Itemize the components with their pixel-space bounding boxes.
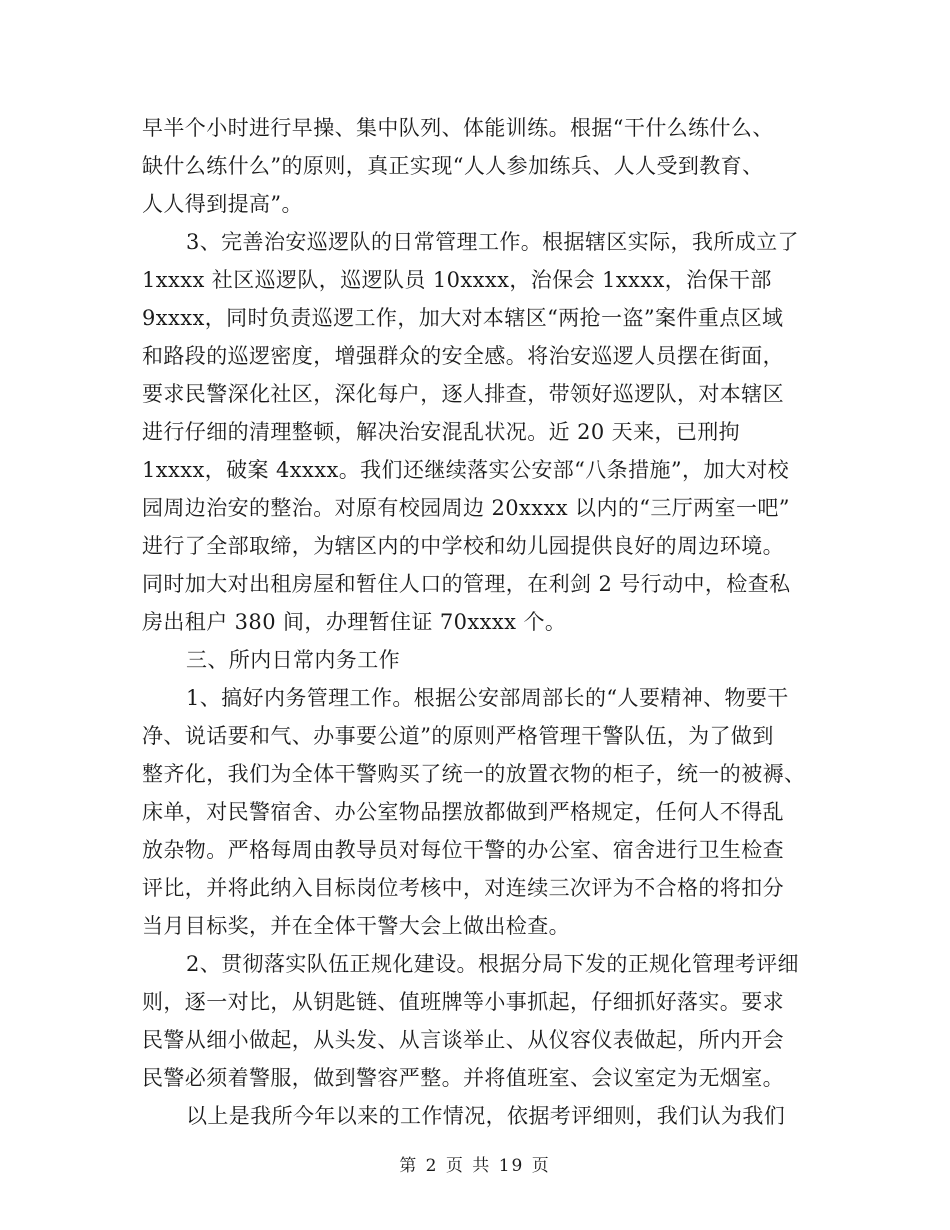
text-line: 和路段的巡逻密度，增强群众的安全感。将治安巡逻人员摆在街面， xyxy=(142,344,784,368)
text-line: 放杂物。严格每周由教导员对每位干警的办公室、宿舍进行卫生检查 xyxy=(142,838,784,862)
text-line: 要求民警深化社区，深化每户，逐人排查，带领好巡逻队，对本辖区 xyxy=(142,382,784,406)
text-line: 民警必须着警服，做到警容严整。并将值班室、会议室定为无烟室。 xyxy=(142,1066,784,1090)
text-line: 净、说话要和气、办事要公道”的原则严格管理干警队伍，为了做到 xyxy=(142,724,774,748)
text-line: 缺什么练什么”的原则，真正实现“人人参加练兵、人人受到教育、 xyxy=(142,154,764,178)
text-line: 3、完善治安巡逻队的日常管理工作。根据辖区实际，我所成立了 xyxy=(186,230,799,254)
text-line: 房出租户 380 间，办理暂住证 70xxxx 个。 xyxy=(142,610,567,634)
text-line: 2、贯彻落实队伍正规化建设。根据分局下发的正规化管理考评细 xyxy=(186,952,799,976)
text-line: 园周边治安的整治。对原有校园周边 20xxxx 以内的“三厅两室一吧” xyxy=(142,496,790,520)
text-line: 1、搞好内务管理工作。根据公安部周部长的“人要精神、物要干 xyxy=(186,686,789,710)
text-line: 评比，并将此纳入目标岗位考核中，对连续三次评为不合格的将扣分 xyxy=(142,876,784,900)
text-line: 床单，对民警宿舍、办公室物品摆放都做到严格规定，任何人不得乱 xyxy=(142,800,784,824)
text-line: 人人得到提高”。 xyxy=(142,192,303,216)
text-line: 1xxxx，破案 4xxxx。我们还继续落实公安部“八条措施”，加大对校 xyxy=(142,458,790,482)
text-line: 同时加大对出租房屋和暂住人口的管理，在利剑 2 号行动中，检查私 xyxy=(142,572,791,596)
text-line: 早半个小时进行早操、集中队列、体能训练。根据“干什么练什么、 xyxy=(142,116,774,140)
text-line: 则，逐一对比，从钥匙链、值班牌等小事抓起，仔细抓好落实。要求 xyxy=(142,990,784,1014)
section-heading: 三、所内日常内务工作 xyxy=(186,648,400,672)
page-number: 第 2 页 共 19 页 xyxy=(399,1156,551,1176)
text-line: 民警从细小做起，从头发、从言谈举止、从仪容仪表做起，所内开会 xyxy=(142,1028,784,1052)
text-line: 以上是我所今年以来的工作情况，依据考评细则，我们认为我们 xyxy=(186,1104,786,1128)
text-line: 9xxxx，同时负责巡逻工作，加大对本辖区“两抢一盗”案件重点区域 xyxy=(142,306,784,330)
text-line: 1xxxx 社区巡逻队，巡逻队员 10xxxx，治保会 1xxxx，治保干部 xyxy=(142,268,772,292)
text-line: 当月目标奖，并在全体干警大会上做出检查。 xyxy=(142,914,570,938)
text-line: 整齐化，我们为全体干警购买了统一的放置衣物的柜子，统一的被褥、 xyxy=(142,762,806,786)
text-line: 进行仔细的清理整顿，解决治安混乱状况。近 20 天来，已刑拘 xyxy=(142,420,741,444)
text-line: 进行了全部取缔，为辖区内的中学校和幼儿园提供良好的周边环境。 xyxy=(142,534,784,558)
